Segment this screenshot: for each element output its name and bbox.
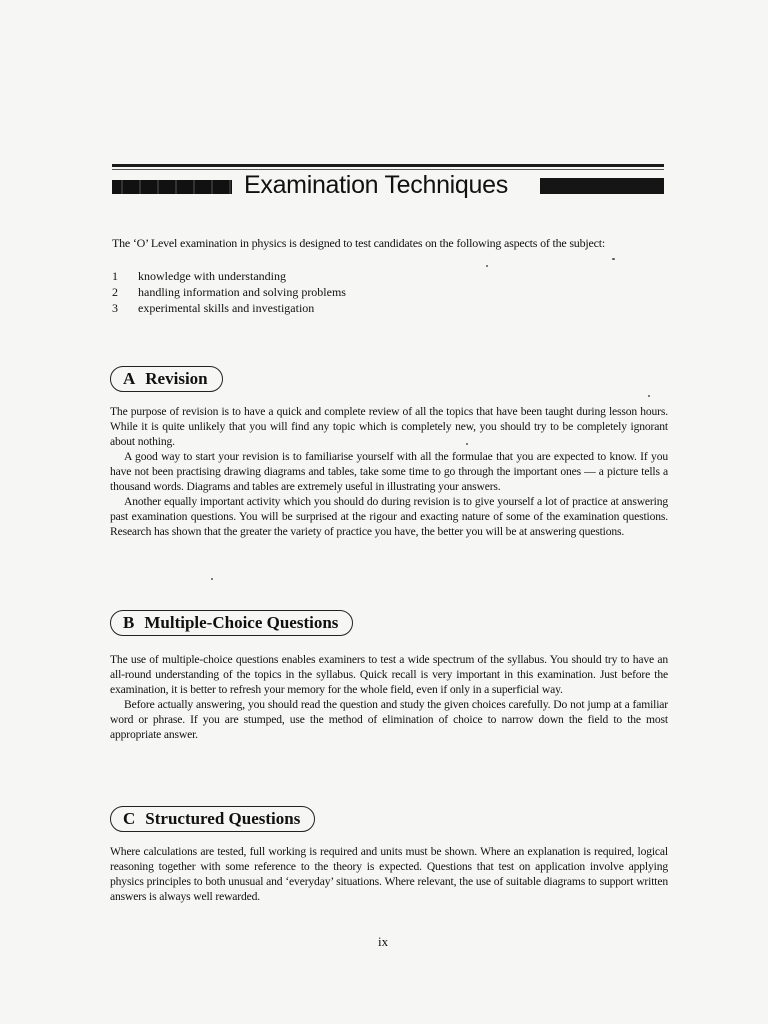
title-rule-thin	[112, 169, 664, 170]
section-body-multiple-choice	[110, 652, 668, 742]
scan-speck	[211, 578, 213, 580]
scan-speck	[486, 265, 488, 267]
list-item-text: experimental skills and investigation	[138, 301, 315, 315]
scan-speck	[648, 395, 650, 397]
scan-speck	[612, 258, 615, 260]
paragraph: The purpose of revision is to have a quick and complete review of all the topics that have been taught during lesson hours. While it is quite unlikely that you will find any topic which is completely new, you should try to be completely ignorant about nothing.	[110, 405, 668, 448]
section-letter: B	[123, 613, 135, 632]
paragraph: Another equally important activity which you should do during revision is to give yourself a lot of practice at answering past examination questions. You will be surprised at the rigour and exacting nature of some of the examination questions. Research has shown that the greater the variety of practice you have, the better you will be at answering questions.	[110, 495, 668, 538]
paragraph: The use of multiple-choice questions enables examiners to test a wide spectrum of the syllabus. You should try to have an all-round understanding of the topics in the syllabus. Quick recall is very important in this examination. Just before the examination, it is better to refresh your memory for the whole field, even if only in a superficial way.	[110, 653, 668, 696]
paragraph: A good way to start your revision is to familiarise yourself with all the formulae that you are expected to know. If you have not been practising drawing diagrams and tables, take some time to go through the important ones — a picture tells a thousand words. Diagrams and tables are extremely useful in illustrating your answers.	[110, 450, 668, 493]
paragraph: Where calculations are tested, full working is required and units must be shown. Where an explanation is required, logical reasoning together with some reference to the theory is expected. Questions that test on application involve applying physics principles to both unusual and ‘everyday’ situations. Where relevant, the use of suitable diagrams to support written answers is always well rewarded.	[110, 845, 668, 903]
list-item-text: handling information and solving problems	[138, 285, 346, 299]
title-rule	[112, 164, 664, 167]
list-item-number: 1	[112, 269, 118, 283]
intro-text: The ‘O’ Level examination in physics is designed to test candidates on the following aspects of the subject:	[112, 236, 606, 250]
section-title: Revision	[145, 369, 208, 388]
list-item	[112, 284, 346, 300]
title-bar-decoration-left	[112, 180, 232, 194]
section-letter: A	[123, 369, 136, 388]
section-heading-revision	[110, 366, 223, 392]
section-title: Structured Questions	[145, 809, 301, 828]
list-item	[112, 268, 346, 284]
section-body-revision	[110, 404, 668, 539]
list-item-text: knowledge with understanding	[138, 269, 286, 283]
section-heading-multiple-choice	[110, 610, 353, 636]
section-title: Multiple-Choice Questions	[144, 613, 339, 632]
aspect-list	[112, 268, 346, 316]
section-body-structured	[110, 844, 668, 904]
section-heading-structured	[110, 806, 315, 832]
list-item-number: 2	[112, 285, 118, 299]
paragraph: Before actually answering, you should read the question and study the given choices carefully. Do not jump at a familiar word or phrase. If you are stumped, use the method of elimination of choice to narrow down the field to the most appropriate answer.	[110, 698, 668, 741]
page-number: ix	[378, 934, 389, 949]
section-letter: C	[123, 809, 136, 828]
list-item-number: 3	[112, 301, 118, 315]
page-title: Examination Techniques	[244, 171, 508, 199]
list-item	[112, 300, 346, 316]
title-bar-decoration-right	[540, 178, 664, 194]
